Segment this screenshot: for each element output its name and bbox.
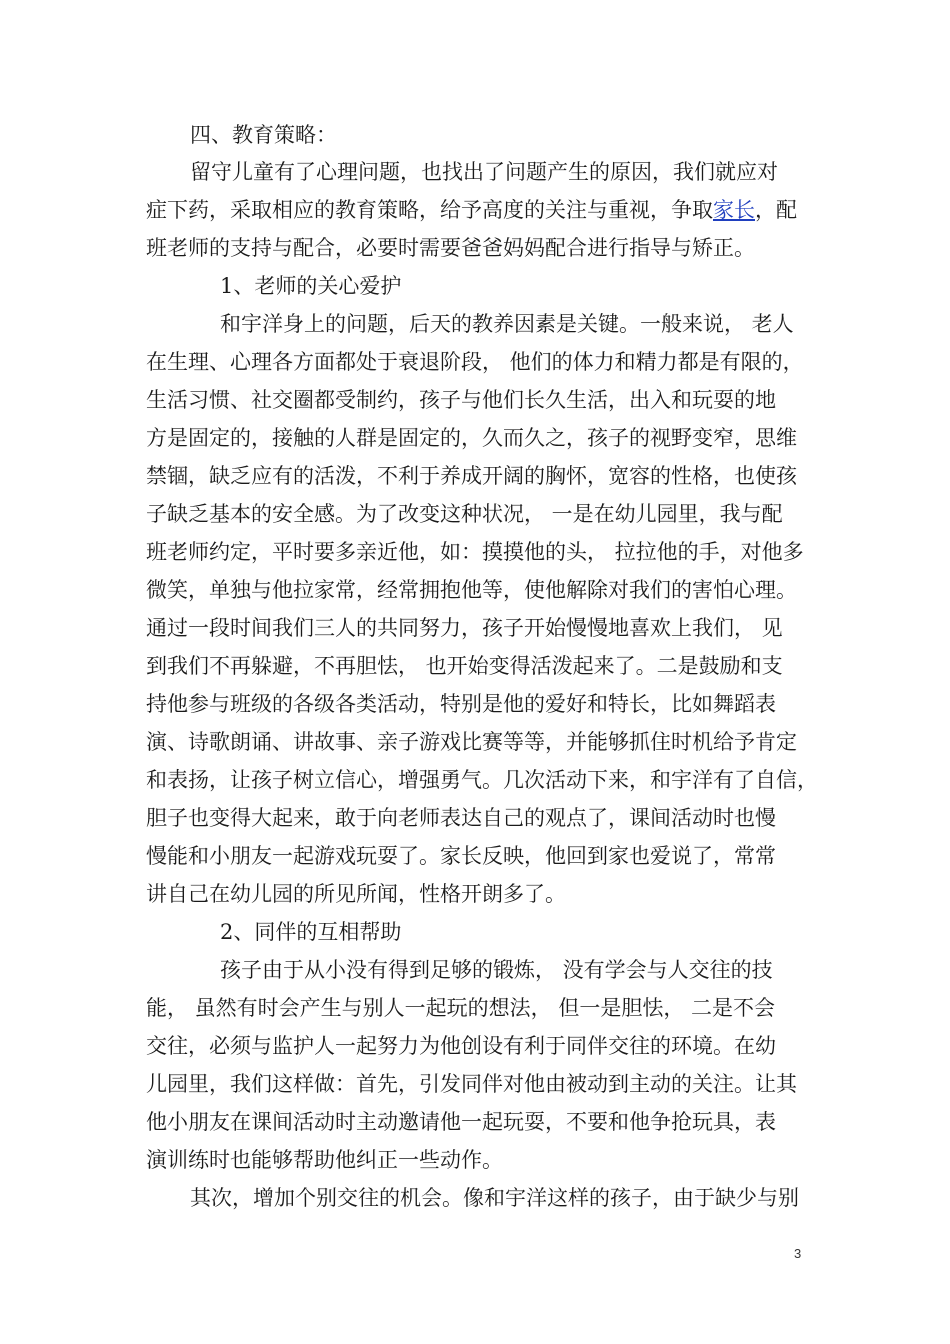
- paragraph-line: 子缺乏基本的安全感。为了改变这种状况， 一是在幼儿园里，我与配: [146, 502, 783, 526]
- paragraph-text: 症下药，采取相应的教育策略，给予高度的关注与重视，争取: [146, 198, 713, 222]
- paragraph-line: 其次，增加个别交往的机会。像和宇洋这样的孩子，由于缺少与别: [190, 1186, 799, 1210]
- paragraph-line: 慢能和小朋友一起游戏玩耍了。家长反映，他回到家也爱说了，常常: [146, 844, 776, 868]
- paragraph-line: 胆子也变得大起来，敢于向老师表达自己的观点了，课间活动时也慢: [146, 806, 776, 830]
- paragraph-line: 讲自己在幼儿园的所见所闻，性格开朗多了。: [146, 882, 566, 906]
- paragraph-line: 通过一段时间我们三人的共同努力，孩子开始慢慢地喜欢上我们， 见: [146, 616, 783, 640]
- paragraph-line: 交往，必须与监护人一起努力为他创设有利于同伴交往的环境。在幼: [146, 1034, 776, 1058]
- paragraph-line: 和表扬，让孩子树立信心，增强勇气。几次活动下来，和宇洋有了自信，: [146, 768, 818, 792]
- paragraph-line: 微笑，单独与他拉家常，经常拥抱他等，使他解除对我们的害怕心理。: [146, 578, 797, 602]
- paragraph-line: 班老师约定，平时要多亲近他，如：摸摸他的头， 拉拉他的手，对他多: [146, 540, 804, 564]
- paragraph-line: 和宇洋身上的问题，后天的教养因素是关键。一般来说， 老人: [220, 312, 794, 336]
- paragraph-line: 能， 虽然有时会产生与别人一起玩的想法， 但一是胆怯， 二是不会: [146, 996, 776, 1020]
- page-number: 3: [794, 1246, 802, 1261]
- paragraph-line: 禁锢，缺乏应有的活泼，不利于养成开阔的胸怀，宽容的性格，也使孩: [146, 464, 797, 488]
- paragraph-line: 方是固定的，接触的人群是固定的，久而久之，孩子的视野变窄，思维: [146, 426, 797, 450]
- paragraph-line: 孩子由于从小没有得到足够的锻炼， 没有学会与人交往的技: [220, 958, 773, 982]
- subheading-peer-help: 2、同伴的互相帮助: [220, 920, 402, 944]
- paragraph-line: 儿园里，我们这样做：首先，引发同伴对他由被动到主动的关注。让其: [146, 1072, 797, 1096]
- paragraph-line: 持他参与班级的各级各类活动，特别是他的爱好和特长，比如舞蹈表: [146, 692, 776, 716]
- paragraph-line: 到我们不再躲避，不再胆怯， 也开始变得活泼起来了。二是鼓励和支: [146, 654, 783, 678]
- paragraph-line: 生活习惯、社交圈都受制约，孩子与他们长久生活，出入和玩耍的地: [146, 388, 776, 412]
- paragraph-line: 他小朋友在课间活动时主动邀请他一起玩耍，不要和他争抢玩具，表: [146, 1110, 776, 1134]
- paragraph-line: 留守儿童有了心理问题，也找出了问题产生的原因，我们就应对: [190, 160, 778, 184]
- subheading-teacher-care: 1、老师的关心爱护: [220, 274, 402, 298]
- paragraph-line: [146, 196, 816, 224]
- paragraph-line: 演、诗歌朗诵、讲故事、亲子游戏比赛等等，并能够抓住时机给予肯定: [146, 730, 797, 754]
- section-heading: 四、教育策略：: [190, 123, 337, 147]
- paragraph-text: ，配: [755, 198, 797, 222]
- paragraph-line: 班老师的支持与配合，必要时需要爸爸妈妈配合进行指导与矫正。: [146, 236, 755, 260]
- paragraph-line: 在生理、心理各方面都处于衰退阶段， 他们的体力和精力都是有限的，: [146, 350, 804, 374]
- parent-link[interactable]: 家长: [713, 198, 755, 222]
- paragraph-line: 演训练时也能够帮助他纠正一些动作。: [146, 1148, 503, 1172]
